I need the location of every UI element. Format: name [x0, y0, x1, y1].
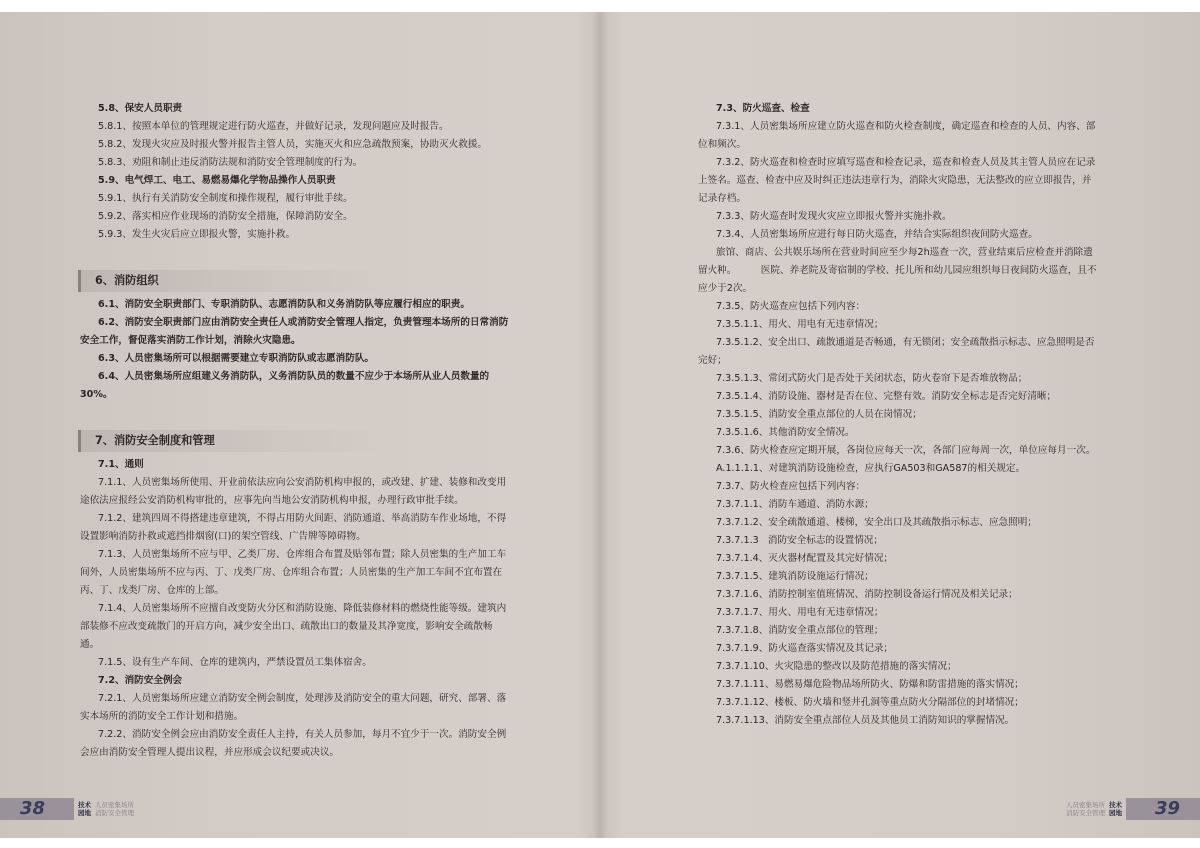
page-number-tab	[1126, 798, 1200, 820]
paragraph-continuation: 间外，人员密集场所不应与丙、丁、戊类厂房、仓库组合布置；人员密集的生产加工车间不宜布置在	[80, 567, 503, 578]
paragraph: 7.3.5.1.5、消防安全重点部位的人员在岗情况；	[716, 409, 922, 420]
paragraph-continuation: 途依法应报经公安消防机构审批的，应事先向当地公安消防机构申报，办理行政审批手续。	[80, 495, 464, 506]
paragraph: 7.3.4、人员密集场所应进行每日防火巡查，并结合实际组织夜间防火巡查。	[716, 229, 1038, 240]
column-label: 技术 园地	[1109, 801, 1122, 817]
paragraph: 7.3.5.1.6、其他消防安全情况。	[716, 427, 855, 438]
paragraph-continuation: 位和频次。	[698, 139, 746, 150]
paragraph-continuation: 设置影响消防扑救或遮挡排烟窗(口)的架空管线、广告牌等障碍物。	[80, 531, 366, 542]
paragraph: 5.9.2、落实相应作业现场的消防安全措施，保障消防安全。	[98, 211, 353, 222]
paragraph-continuation: 留火种。 医院、养老院及寄宿制的学校、托儿所和幼儿园应组织每日夜间防火巡查，且不	[698, 265, 1097, 276]
paragraph: 7.1.1、人员密集场所使用、开业前依法应向公安消防机构申报的，或改建、扩建、装修和改变用	[98, 477, 507, 488]
paragraph: 7.3.7.1.6、消防控制室值班情况、消防控制设备运行情况及相关记录；	[716, 589, 1018, 600]
paragraph: A.1.1.1.1、对建筑消防设施检查，应执行GA503和GA587的相关规定。	[716, 463, 1026, 474]
paragraph-continuation: 通。	[80, 639, 100, 650]
section-header-7: 7、消防安全制度和管理	[78, 430, 532, 452]
left-folio	[0, 792, 140, 826]
paragraph: 6.1、消防安全职责部门、专职消防队、志愿消防队和义务消防队等应履行相应的职责。	[98, 299, 470, 310]
right-folio	[1060, 792, 1200, 826]
paragraph-continuation: 丙、丁、戊类厂房、仓库的上部。	[80, 585, 224, 596]
paragraph: 7.3.7.1.7、用火、用电有无违章情况；	[716, 607, 884, 618]
paragraph-continuation: 部装修不应改变疏散门的开启方向，减少安全出口、疏散出口的数量及其净宽度，影响安全疏散畅	[80, 621, 493, 632]
paragraph: 7.3.5.1.3、常闭式防火门是否处于关闭状态，防火卷帘下是否堆放物品；	[716, 373, 1028, 384]
paragraph: 7.3.1、人员密集场所应建立防火巡查和防火检查制度，确定巡查和检查的人员、内容、部	[716, 121, 1096, 132]
paragraph-continuation: 会应由消防安全管理人提出议程，并应形成会议纪要或决议。	[80, 747, 340, 758]
page-number-tab	[0, 798, 74, 820]
paragraph-continuation: 完好；	[698, 355, 727, 366]
paragraph: 5.9.3、发生火灾后应立即报火警，实施扑救。	[98, 229, 296, 240]
paragraph: 7.3.7.1.1、消防车通道、消防水源；	[716, 499, 874, 510]
center-gutter	[593, 12, 607, 838]
subheading-7-2: 7.2、消防安全例会	[98, 675, 183, 686]
heading-5-8: 5.8、保安人员职责	[98, 103, 183, 114]
section-header-6: 6、消防组织	[78, 270, 532, 292]
paragraph: 7.3.7.1.10、火灾隐患的整改以及防范措施的落实情况；	[716, 661, 957, 672]
paragraph: 7.2.1、人员密集场所应建立消防安全例会制度，处理涉及消防安全的重大问题，研究、部署、落	[98, 693, 507, 704]
paragraph: 7.3.5.1.1、用火、用电有无违章情况；	[716, 319, 884, 330]
paragraph: 7.3.5、防火巡查应包括下列内容：	[716, 301, 866, 312]
paragraph-continuation: 实本场所的消防安全工作计划和措施。	[80, 711, 244, 722]
heading-5-9: 5.9、电气焊工、电工、易燃易爆化学物品操作人员职责	[98, 175, 336, 186]
paragraph: 7.3.7.1.2、安全疏散通道、楼梯，安全出口及其疏散指示标志、应急照明；	[716, 517, 1037, 528]
heading-7-3: 7.3、防火巡查、检查	[716, 103, 810, 114]
subheading-7-1: 7.1、通则	[98, 459, 144, 470]
paragraph: 7.1.5、设有生产车间、仓库的建筑内，严禁设置员工集体宿舍。	[98, 657, 372, 668]
paragraph: 7.3.3、防火巡查时发现火灾应立即报火警并实施扑救。	[716, 211, 952, 222]
magazine-spread	[0, 12, 1200, 838]
paragraph: 6.2、消防安全职责部门应由消防安全责任人或消防安全管理人指定，负责管理本场所的日常消防	[98, 317, 509, 328]
paragraph: 7.3.7.1.3 消防安全标志的设置情况；	[716, 535, 883, 546]
paragraph: 7.2.2、消防安全例会应由消防安全责任人主持，有关人员参加，每月不宜少于一次。消防安全例	[98, 729, 507, 740]
right-page-text	[698, 100, 1124, 730]
paragraph: 7.3.7.1.9、防火巡查落实情况及其记录；	[716, 643, 894, 654]
running-caption: 人员密集场所 消防安全管理	[1066, 801, 1105, 817]
paragraph: 7.3.7.1.4、灭火器材配置及其完好情况；	[716, 553, 894, 564]
paragraph: 7.3.7、防火检查应包括下列内容：	[716, 481, 866, 492]
paragraph: 7.1.4、人员密集场所不应擅自改变防火分区和消防设施、降低装修材料的燃烧性能等级。建筑内	[98, 603, 507, 614]
paragraph: 7.3.7.1.12、楼板、防火墙和竖井孔洞等重点防火分隔部位的封堵情况；	[716, 697, 1024, 708]
paragraph: 7.3.7.1.11、易燃易爆危险物品场所防火、防爆和防雷措施的落实情况；	[716, 679, 1024, 690]
paragraph: 7.3.7.1.13、消防安全重点部位人员及其他员工消防知识的掌握情况。	[716, 715, 1015, 726]
paragraph: 7.3.6、防火检查应定期开展，各岗位应每天一次，各部门应每周一次，单位应每月一次。	[716, 445, 1096, 456]
paragraph: 7.1.2、建筑四周不得搭建违章建筑，不得占用防火间距、消防通道、举高消防车作业场地，不得	[98, 513, 507, 524]
paragraph: 6.4、人员密集场所应组建义务消防队，义务消防队员的数量不应少于本场所从业人员数量的	[98, 371, 490, 382]
paragraph-continuation: 上签名。巡查、检查中应及时纠正违法违章行为，消除火灾隐患，无法整改的应立即报告，并	[698, 175, 1092, 186]
paragraph: 7.3.7.1.5、建筑消防设施运行情况；	[716, 571, 874, 582]
paragraph-continuation: 安全工作，督促落实消防工作计划，消除火灾隐患。	[80, 335, 301, 346]
paragraph: 6.3、人员密集场所可以根据需要建立专职消防队或志愿消防队。	[98, 353, 375, 364]
paragraph: 5.8.2、发现火灾应及时报火警并报告主管人员，实施灭火和应急疏散预案，协助灭火救援。	[98, 139, 487, 150]
paragraph: 5.8.1、按照本单位的管理规定进行防火巡查，并做好记录，发现问题应及时报告。	[98, 121, 449, 132]
page-number: 38	[20, 798, 46, 819]
running-caption: 人员密集场所 消防安全管理	[95, 801, 134, 817]
paragraph: 7.3.5.1.4、消防设施、器材是否在位、完整有效。消防安全标志是否完好清晰；	[716, 391, 1057, 402]
column-label: 技术 园地	[78, 801, 91, 817]
paragraph: 7.1.3、人员密集场所不应与甲、乙类厂房、仓库组合布置及贴邻布置；除人员密集的生产加工车	[98, 549, 507, 560]
paragraph-continuation: 30%。	[80, 389, 113, 400]
paragraph: 7.3.7.1.8、消防安全重点部位的管理；	[716, 625, 884, 636]
page-number: 39	[1154, 798, 1180, 819]
left-page-text	[80, 100, 532, 762]
paragraph: 5.8.3、劝阻和制止违反消防法规和消防安全管理制度的行为。	[98, 157, 363, 168]
paragraph: 7.3.5.1.2、安全出口、疏散通道是否畅通，有无锁闭；安全疏散指示标志、应急照明是否	[716, 337, 1095, 348]
paragraph-continuation: 记录存档。	[698, 193, 746, 204]
paragraph: 7.3.2、防火巡查和检查时应填写巡查和检查记录，巡查和检查人员及其主管人员应在记录	[716, 157, 1096, 168]
paragraph-continuation: 应少于2次。	[698, 283, 753, 294]
paragraph: 旅馆、商店、公共娱乐场所在营业时间应至少每2h巡查一次，营业结束后应检查并消除遗	[716, 247, 1093, 258]
paragraph: 5.9.1、执行有关消防安全制度和操作规程，履行审批手续。	[98, 193, 353, 204]
